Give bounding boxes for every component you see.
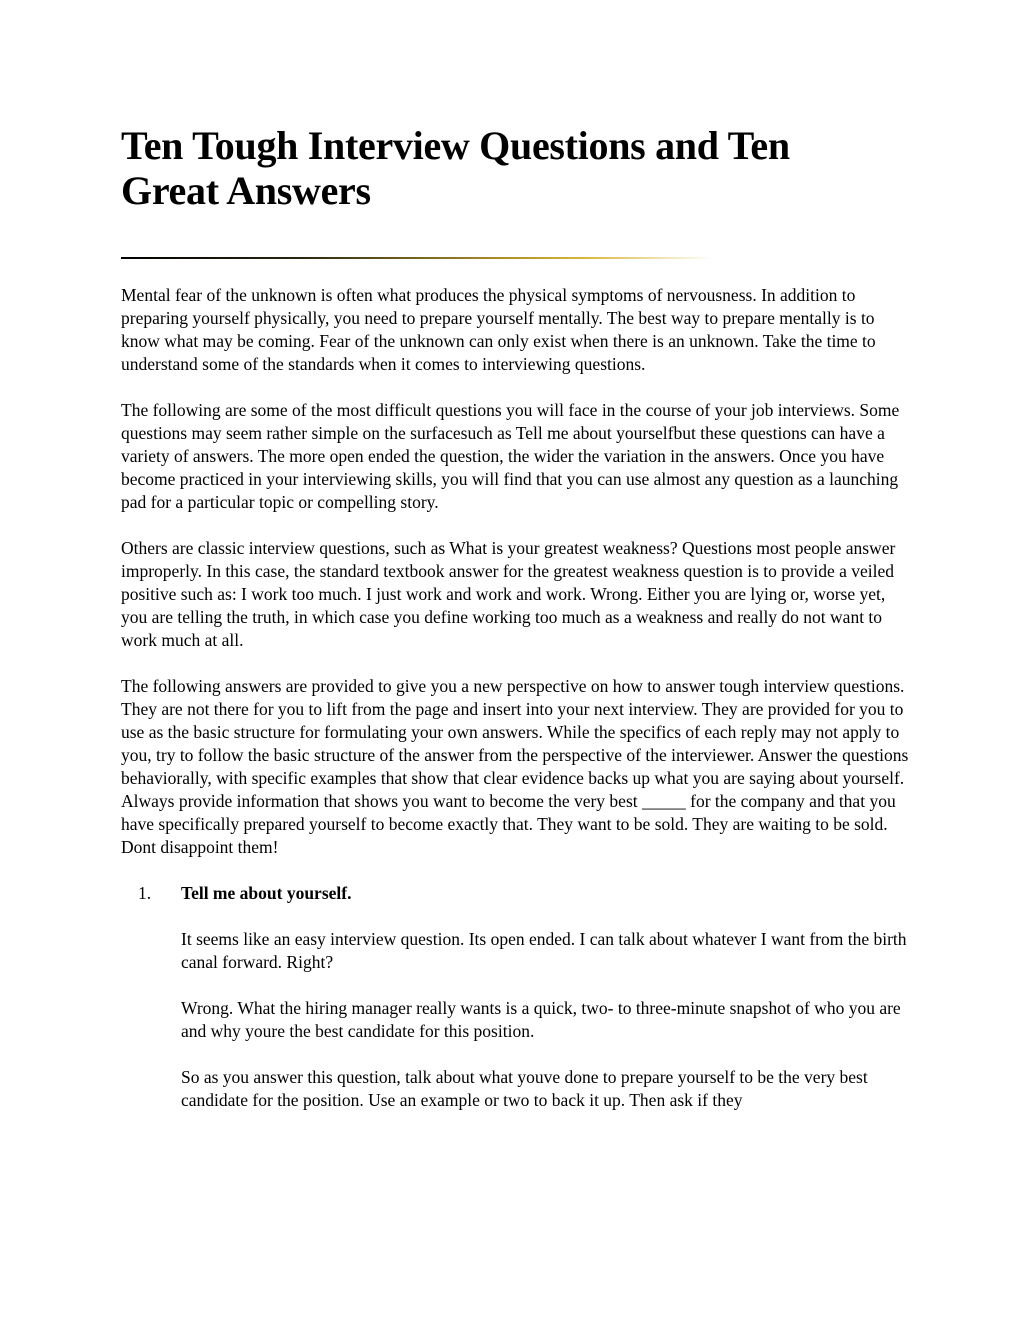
- document-title: [121, 123, 911, 213]
- question-title: Tell me about yourself.: [181, 883, 352, 903]
- title-line-2: Great Answers: [121, 168, 371, 213]
- intro-paragraph-3: Others are classic interview questions, such as What is your greatest weakness? Questions most people answer improperly. In this case, the standard textbook answer for the greatest weakness question is to provide a veiled positive such as: I work too much. I just work and work and work. Wrong. Either you are lying or, worse yet, you are telling the truth, in which case you define working too much as a weakness and really do not want to work much at all.: [121, 538, 896, 650]
- list-item: [121, 882, 911, 1112]
- intro-paragraph-2: The following are some of the most difficult questions you will face in the course of your job interviews. Some questions may seem rather simple on the surfacesuch as Tell me about yourselfbut these questions can have a variety of answers. The more open ended the question, the wider the variation in the answers. Once you have become practiced in your interviewing skills, you will find that you can use almost any question as a launching pad for a particular topic or compelling story.: [121, 400, 900, 512]
- answer-paragraph-2: Wrong. What the hiring manager really wants is a quick, two- to three-minute snapshot of who you are and why youre the best candidate for this position.: [181, 998, 901, 1041]
- answer-paragraph-3: So as you answer this question, talk about what youve done to prepare yourself to be the very best candidate for the position. Use an example or two to back it up. Then ask if they: [181, 1067, 868, 1110]
- intro-paragraph-1: Mental fear of the unknown is often what produces the physical symptoms of nervousness. In addition to preparing yourself physically, you need to prepare yourself mentally. The best way to prepare mentally is to know what may be coming. Fear of the unknown can only exist when there is an unknown. Take the time to understand some of the standards when it comes to interviewing questions.: [121, 285, 876, 374]
- question-list: [121, 882, 911, 1112]
- document-body: [121, 284, 911, 1135]
- title-divider: [121, 257, 713, 259]
- intro-paragraph-4: The following answers are provided to give you a new perspective on how to answer tough interview questions. They are not there for you to lift from the page and insert into your next interview. They are provided for you to use as the basic structure for formulating your own answers. While the specifics of each reply may not apply to you, try to follow the basic structure of the answer from the perspective of the interviewer. Answer the questions behaviorally, with specific examples that show that clear evidence backs up what you are saying about yourself. Always provide information that shows you want to become the very best _____ for the company and that you have specifically prepared yourself to become exactly that. They want to be sold. They are waiting to be sold. Dont disappoint them!: [121, 676, 909, 857]
- question-number: 1.: [138, 883, 152, 903]
- title-line-1: Ten Tough Interview Questions and Ten: [121, 123, 790, 168]
- answer-paragraph-1: It seems like an easy interview question. Its open ended. I can talk about whatever I want from the birth canal forward. Right?: [181, 929, 907, 972]
